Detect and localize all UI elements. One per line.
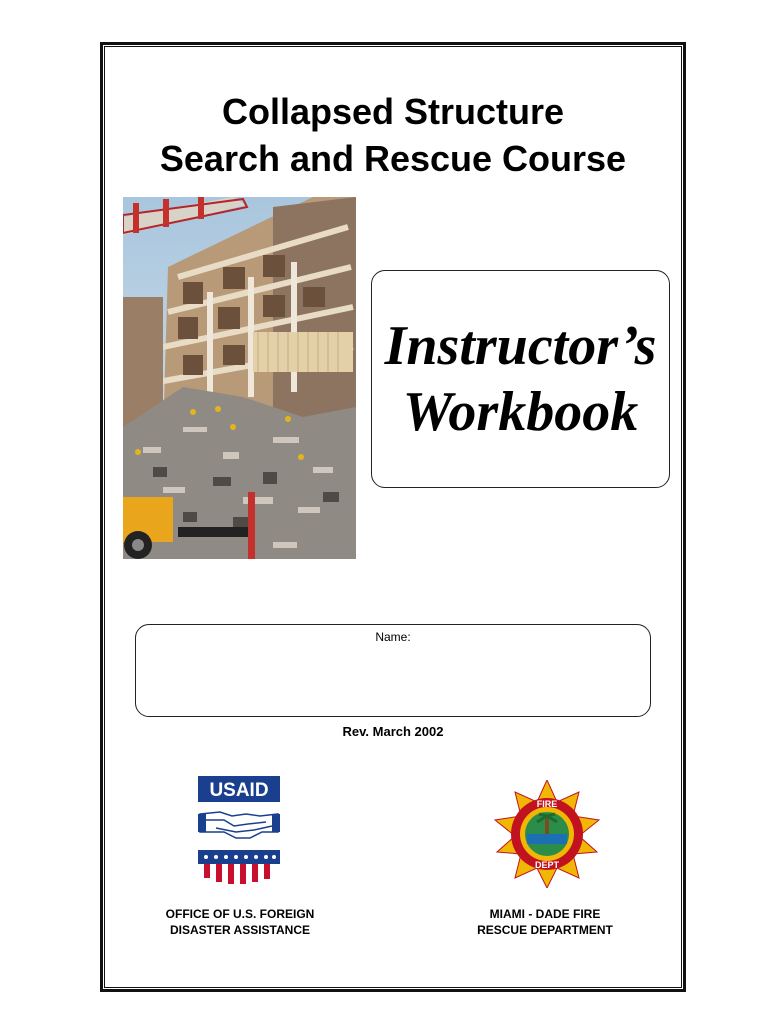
course-title-line-1: Collapsed Structure: [221, 91, 565, 132]
usaid-logo: [196, 776, 282, 890]
course-title-line-2: Search and Rescue Course: [159, 138, 627, 179]
agency-right-line-1: MIAMI - DADE FIRE: [489, 907, 601, 921]
agency-left-line-2: DISASTER ASSISTANCE: [169, 923, 310, 937]
miami-dade-fire-seal: [493, 780, 601, 888]
workbook-title-line-1: Instructor’s: [384, 315, 657, 377]
fire-seal-bottom-text: DEPT: [534, 860, 560, 870]
usaid-logo-text: USAID: [209, 780, 269, 801]
instructors-workbook-box: [371, 270, 670, 488]
course-title: [104, 88, 682, 182]
collapsed-building-photo: [123, 197, 356, 559]
workbook-title-line-2: Workbook: [402, 381, 639, 443]
agency-usaid-ofda: [150, 906, 330, 938]
agency-left-line-1: OFFICE OF U.S. FOREIGN: [165, 907, 315, 921]
agency-right-line-2: RESCUE DEPARTMENT: [477, 923, 613, 937]
revision-date: Rev. March 2002: [342, 724, 444, 739]
agency-miami-dade-fire: [460, 906, 630, 938]
name-label: Name:: [375, 630, 411, 644]
fire-seal-top-text: FIRE: [536, 799, 558, 809]
name-field-box[interactable]: [135, 624, 651, 717]
